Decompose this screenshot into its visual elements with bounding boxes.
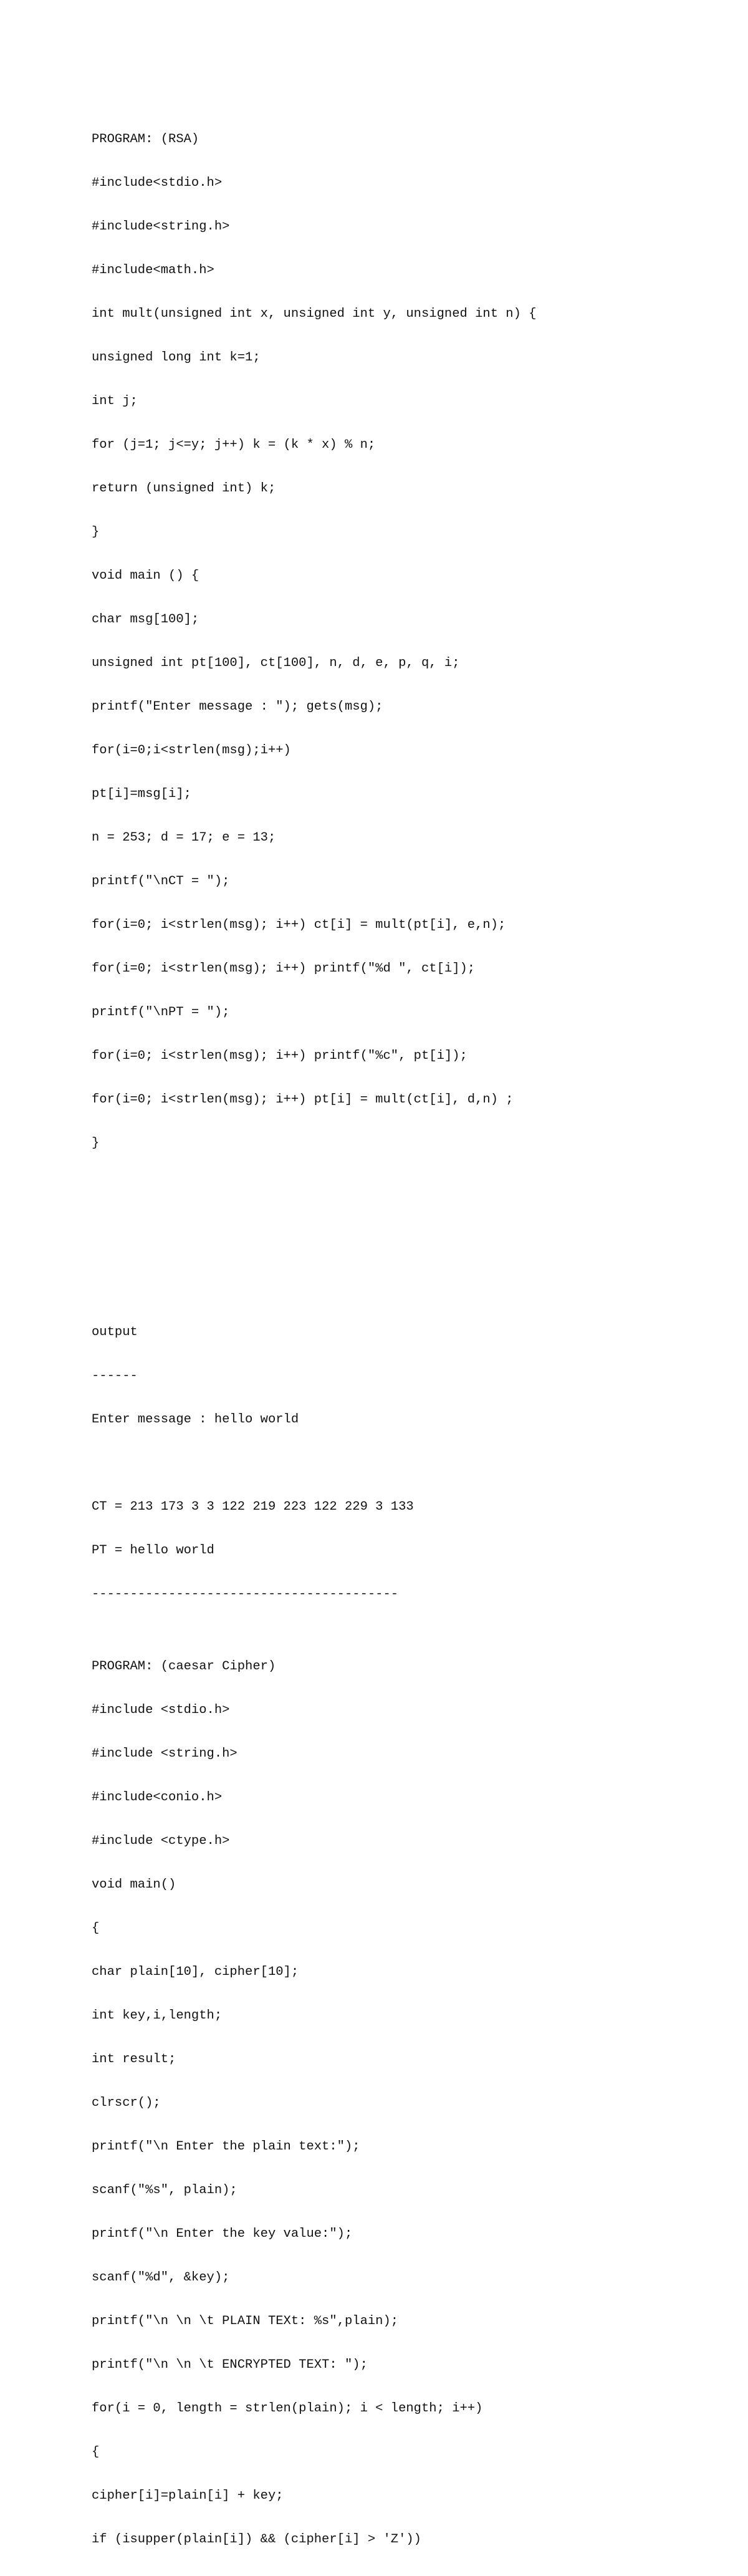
code-line: { xyxy=(92,1921,100,1936)
code-line: #include <stdio.h> xyxy=(92,1703,230,1718)
code-line: #include <ctype.h> xyxy=(92,1834,230,1849)
code-line: #include<math.h> xyxy=(92,263,214,277)
code-listing xyxy=(92,89,715,2576)
code-line: pt[i]=msg[i]; xyxy=(92,786,191,801)
output-heading: output xyxy=(92,1324,138,1339)
code-line: for(i=0; i<strlen(msg); i++) printf("%c", pt[i]); xyxy=(92,1048,467,1063)
code-line: printf("\n \n \t ENCRYPTED TEXT: "); xyxy=(92,2358,368,2373)
code-line: int result; xyxy=(92,2052,176,2067)
blank-line xyxy=(92,1456,715,1470)
code-line: return (unsigned int) k; xyxy=(92,481,276,496)
code-line: printf("\nPT = "); xyxy=(92,1005,230,1020)
code-line: for(i=0; i<strlen(msg); i++) printf("%d ", ct[i]); xyxy=(92,961,476,976)
code-line: for(i=0; i<strlen(msg); i++) pt[i] = mult(ct[i], d,n) ; xyxy=(92,1092,514,1107)
code-line: int mult(unsigned int x, unsigned int y, unsigned int n) { xyxy=(92,306,537,321)
output-plaintext: PT = hello world xyxy=(92,1543,214,1558)
code-line: char plain[10], cipher[10]; xyxy=(92,1965,299,1980)
rsa-program-title: PROGRAM: (RSA) xyxy=(92,132,199,147)
section-divider: ---------------------------------------- xyxy=(92,1586,399,1601)
code-line: void main () { xyxy=(92,568,199,583)
blank-line xyxy=(92,1208,715,1223)
code-line: printf("\n \n \t PLAIN TEXt: %s",plain); xyxy=(92,2314,399,2329)
code-line: printf("\n Enter the plain text:"); xyxy=(92,2139,360,2154)
code-line: { xyxy=(92,2445,100,2460)
output-underline: ------ xyxy=(92,1368,138,1383)
code-line: clrscr(); xyxy=(92,2096,161,2111)
code-line: for(i = 0, length = strlen(plain); i < length; i++) xyxy=(92,2401,483,2416)
output-line: Enter message : hello world xyxy=(92,1412,299,1427)
code-line: #include <string.h> xyxy=(92,1747,237,1762)
code-line: for(i=0; i<strlen(msg); i++) ct[i] = mult(pt[i], e,n); xyxy=(92,917,506,932)
code-line: #include<conio.h> xyxy=(92,1790,223,1805)
code-line: unsigned long int k=1; xyxy=(92,350,261,365)
code-line: } xyxy=(92,524,100,539)
code-line: for(i=0;i<strlen(msg);i++) xyxy=(92,743,291,758)
code-line: cipher[i]=plain[i] + key; xyxy=(92,2489,284,2504)
code-line: scanf("%d", &key); xyxy=(92,2270,230,2285)
output-ciphertext: CT = 213 173 3 3 122 219 223 122 229 3 133 xyxy=(92,1499,414,1514)
code-line: int j; xyxy=(92,393,138,408)
code-line: n = 253; d = 17; e = 13; xyxy=(92,830,276,845)
code-line: #include<stdio.h> xyxy=(92,175,223,190)
code-line: #include<string.h> xyxy=(92,219,230,234)
code-line: void main() xyxy=(92,1878,176,1893)
code-line: if (isupper(plain[i]) && (cipher[i] > 'Z')) xyxy=(92,2532,421,2547)
code-line: printf("\nCT = "); xyxy=(92,874,230,889)
code-line: } xyxy=(92,1136,100,1151)
code-line: int key,i,length; xyxy=(92,2009,223,2024)
code-line: for (j=1; j<=y; j++) k = (k * x) % n; xyxy=(92,437,376,452)
code-line: scanf("%s", plain); xyxy=(92,2183,237,2198)
code-line: unsigned int pt[100], ct[100], n, d, e, p, q, i; xyxy=(92,655,460,670)
code-line: printf("Enter message : "); gets(msg); xyxy=(92,699,383,714)
caesar-program-title: PROGRAM: (caesar Cipher) xyxy=(92,1659,276,1674)
code-line: printf("\n Enter the key value:"); xyxy=(92,2227,353,2242)
blank-line xyxy=(92,1252,715,1266)
code-line: char msg[100]; xyxy=(92,612,199,627)
